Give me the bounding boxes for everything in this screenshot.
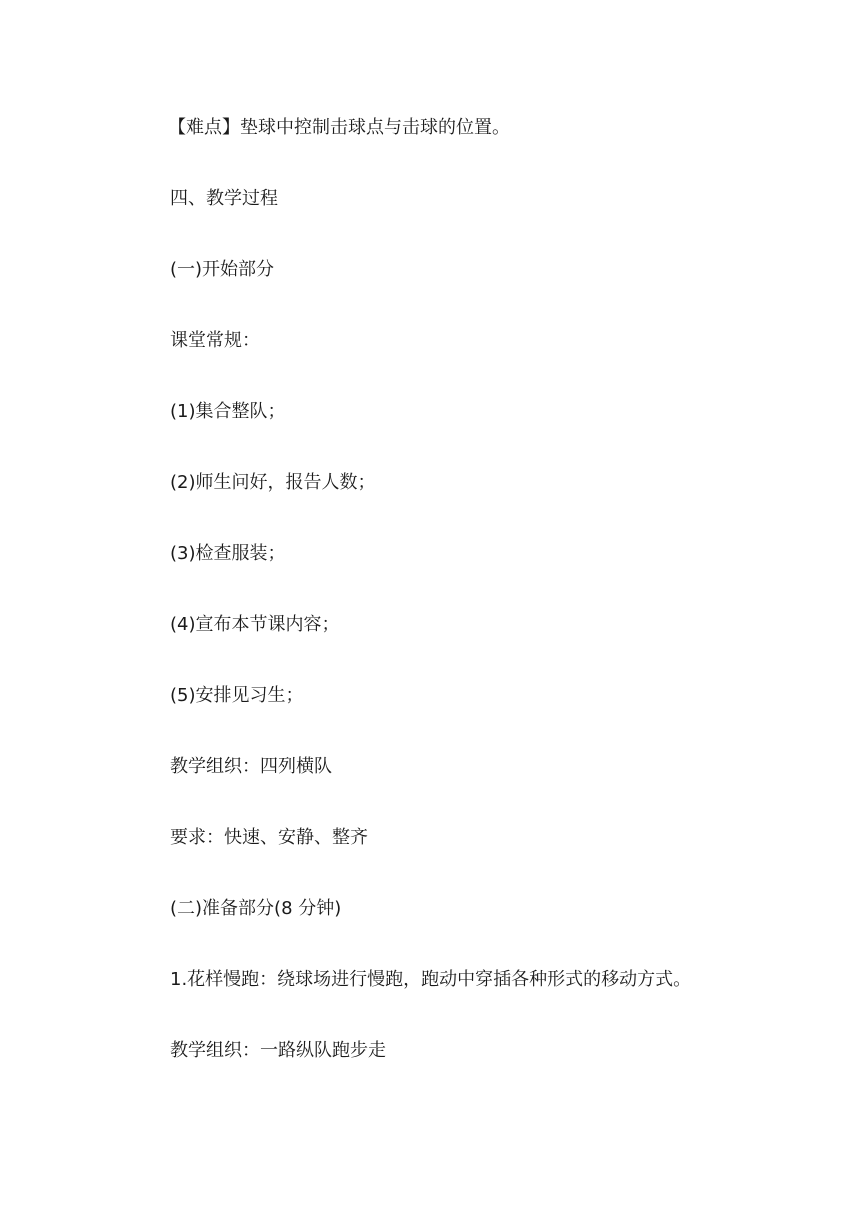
routine-item-3: (3)检查服装； (170, 543, 286, 564)
subsection-heading-opening: (一)开始部分 (170, 259, 275, 280)
teaching-organization-paragraph: 教学组织：四列横队 (170, 756, 332, 777)
requirements-paragraph: 要求：快速、安静、整齐 (170, 827, 368, 848)
section-heading-teaching-process: 四、教学过程 (170, 188, 278, 209)
routine-item-4: (4)宣布本节课内容； (170, 614, 340, 635)
routine-item-1: (1)集合整队； (170, 401, 286, 422)
subsection-heading-preparation: (二)准备部分(8 分钟) (170, 898, 342, 919)
teaching-organization-paragraph-2: 教学组织：一路纵队跑步走 (170, 1040, 386, 1061)
difficulty-paragraph: 【难点】垫球中控制击球点与击球的位置。 (168, 117, 510, 138)
routine-item-2: (2)师生问好，报告人数； (170, 472, 376, 493)
class-routine-label: 课堂常规： (170, 330, 260, 351)
warmup-jogging-paragraph: 1.花样慢跑：绕球场进行慢跑，跑动中穿插各种形式的移动方式。 (170, 969, 692, 990)
routine-item-5: (5)安排见习生； (170, 685, 304, 706)
